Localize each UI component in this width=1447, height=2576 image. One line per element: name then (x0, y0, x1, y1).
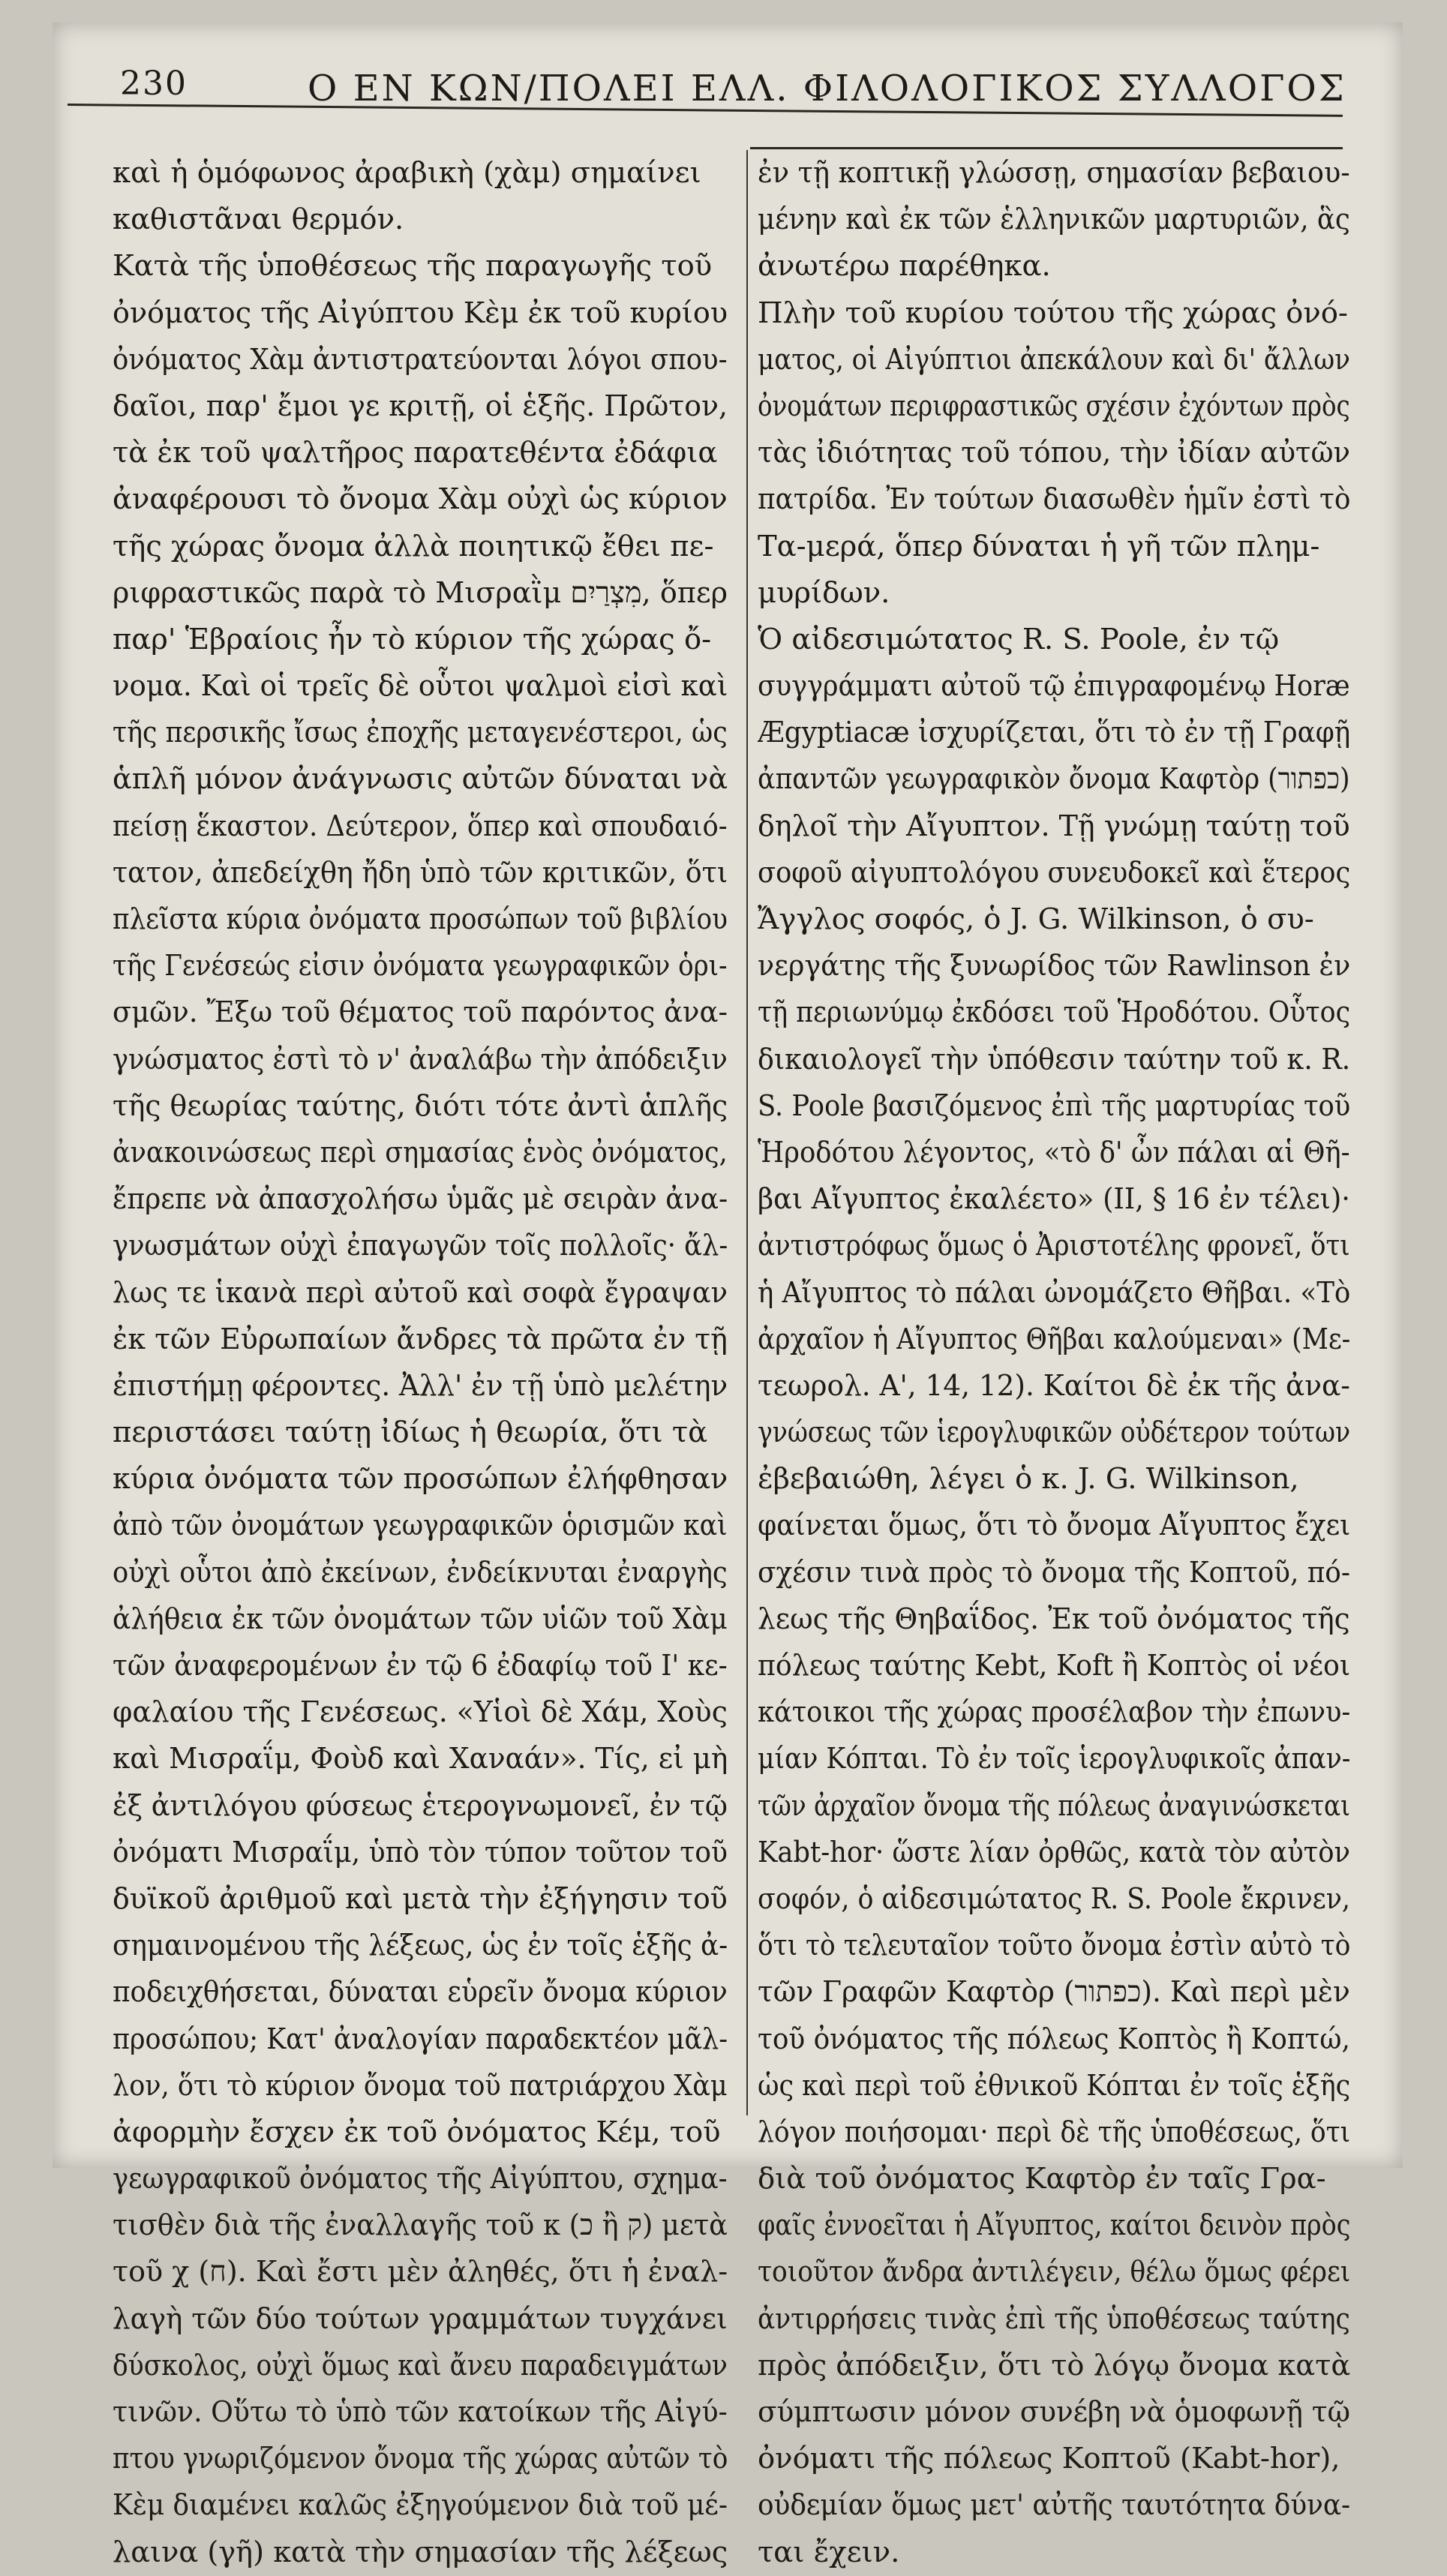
text-line: τοῦ χ (ח). Καὶ ἔστι μὲν ἀληθές, ὅτι ἡ ἐναλ- (113, 2255, 728, 2289)
text-line: γεωγραφικοῦ ὀνόματος τῆς Αἰγύπτου, σχημα- (113, 2162, 728, 2196)
text-line: ὀνόματος τῆς Αἰγύπτου Κὲμ ἐκ τοῦ κυρίου (113, 296, 728, 330)
text-line: ὀνόματος Χὰμ ἀντιστρατεύονται λόγοι σπου- (113, 342, 728, 377)
column-divider (746, 150, 748, 2115)
right-text-column (758, 150, 1350, 2576)
text-line: φαλαίου τῆς Γενέσεως. «Υἱοὶ δὲ Χάμ, Χοὺς (113, 1695, 728, 1730)
text-line: γνωσμάτων οὐχὶ ἐπαγωγῶν τοῖς πολλοῖς· ἄλ- (113, 1229, 728, 1263)
text-line: Ægyptiacæ ἰσχυρίζεται, ὅτι τὸ ἐν τῇ Γραφῇ (758, 716, 1350, 750)
text-line: οὐχὶ οὗτοι ἀπὸ ἐκείνων, ἐνδείκνυται ἐναργὴς (113, 1555, 728, 1590)
text-line: φαίνεται ὅμως, ὅτι τὸ ὄνομα Αἴγυπτος ἔχει (758, 1509, 1350, 1543)
text-line: ματος, οἱ Αἰγύπτιοι ἀπεκάλουν καὶ δι' ἄλλων (758, 342, 1350, 377)
text-line: λον, ὅτι τὸ κύριον ὄνομα τοῦ πατριάρχου Χὰμ (113, 2068, 728, 2103)
text-line: σημαινομένου τῆς λέξεως, ὡς ἐν τοῖς ἑξῆς ἀ- (113, 1929, 728, 1963)
text-line: τισθὲν διὰ τῆς ἐναλλαγῆς τοῦ κ (כ ἢ ק) μετὰ (113, 2208, 728, 2243)
text-line: τοῦ ὀνόματος τῆς πόλεως Κοπτὸς ἢ Κοπτώ, (758, 2022, 1350, 2056)
text-line: λεως τῆς Θηβαΐδος. Ἐκ τοῦ ὀνόματος τῆς (758, 1602, 1350, 1636)
text-line: πατρίδα. Ἐν τούτων διασωθὲν ἡμῖν ἐστὶ τὸ (758, 482, 1350, 517)
text-line: δηλοῖ τὴν Αἴγυπτον. Τῇ γνώμῃ ταύτῃ τοῦ (758, 809, 1350, 843)
text-line: πόλεως ταύτης Kebt, Koft ἢ Κοπτὸς οἱ νέοι (758, 1649, 1350, 1683)
text-line: κύρια ὀνόματα τῶν προσώπων ἐλήφθησαν (113, 1462, 728, 1497)
text-line: Ὁ αἰδεσιμώτατος R. S. Poole, ἐν τῷ (758, 622, 1280, 656)
text-line: οὐδεμίαν ὅμως μετ' αὐτῆς ταυτότητα δύνα- (758, 2488, 1350, 2523)
text-line: δαῖοι, παρ' ἔμοι γε κριτῇ, οἱ ἑξῆς. Πρῶτον, (113, 389, 728, 423)
text-line: ὡς καὶ περὶ τοῦ ἐθνικοῦ Κόπται ἐν τοῖς ἑξῆς (758, 2068, 1350, 2103)
text-line: τοιοῦτον ἄνδρα ἀντιλέγειν, θέλω ὅμως φέρει (758, 2255, 1350, 2289)
text-line: μένην καὶ ἐκ τῶν ἑλληνικῶν μαρτυριῶν, ἃς (758, 203, 1350, 237)
text-line: Κὲμ διαμένει καλῶς ἐξηγούμενον διὰ τοῦ μέ- (113, 2488, 728, 2523)
text-line: μυρίδων. (758, 575, 890, 610)
text-line: περιστάσει ταύτῃ ἰδίως ἡ θεωρία, ὅτι τὰ (113, 1416, 708, 1450)
text-line: τῇ περιωνύμῳ ἐκδόσει τοῦ Ἡροδότου. Οὗτος (758, 995, 1350, 1030)
text-line: ἀνακοινώσεως περὶ σημασίας ἑνὸς ὀνόματος, (113, 1135, 728, 1169)
text-line: τὰ ἐκ τοῦ ψαλτῆρος παρατεθέντα ἐδάφια (113, 436, 718, 470)
text-line: ἀφορμὴν ἔσχεν ἐκ τοῦ ὀνόματος Κέμ, τοῦ (113, 2115, 721, 2149)
text-line: ἀπαντῶν γεωγραφικὸν ὄνομα Καφτὸρ (כפתור) (758, 762, 1350, 797)
text-line: ται ἔχειν. (758, 2535, 900, 2569)
text-line: Τα-μερά, ὅπερ δύναται ἡ γῆ τῶν πλημ- (758, 529, 1320, 563)
text-line: διὰ τοῦ ὀνόματος Καφτὸρ ἐν ταῖς Γρα- (758, 2162, 1326, 2196)
text-line: τὰς ἰδιότητας τοῦ τόπου, τὴν ἰδίαν αὐτῶν (758, 436, 1350, 470)
text-line: δυϊκοῦ ἀριθμοῦ καὶ μετὰ τὴν ἐξήγησιν τοῦ (113, 1881, 728, 1916)
text-line: τῆς χώρας ὄνομα ἀλλὰ ποιητικῷ ἔθει πε- (113, 529, 714, 563)
text-line: ἁπλῆ μόνον ἀνάγνωσις αὐτῶν δύναται νὰ (113, 762, 728, 797)
text-line: σχέσιν τινὰ πρὸς τὸ ὄνομα τῆς Κοπτοῦ, πό- (758, 1555, 1350, 1590)
text-line: σμῶν. Ἔξω τοῦ θέματος τοῦ παρόντος ἀνα- (113, 995, 728, 1030)
text-line: Kabt-hor· ὥστε λίαν ὀρθῶς, κατὰ τὸν αὐτὸν (758, 1835, 1350, 1869)
text-line: ἀντιρρήσεις τινὰς ἐπὶ τῆς ὑποθέσεως ταύτης (758, 2301, 1350, 2336)
text-line: καὶ Μισραΐμ, Φοὺδ καὶ Χαναάν». Τίς, εἰ μὴ (113, 1742, 728, 1776)
page-number: 230 (120, 65, 188, 103)
text-line: ἀπὸ τῶν ὀνομάτων γεωγραφικῶν ὁρισμῶν καὶ (113, 1509, 728, 1543)
text-line: πρὸς ἀπόδειξιν, ὅτι τὸ λόγῳ ὄνομα κατὰ (758, 2348, 1350, 2382)
text-line: ἔπρεπε νὰ ἀπασχολήσω ὑμᾶς μὲ σειρὰν ἀνα- (113, 1182, 728, 1217)
text-line: σοφόν, ὁ αἰδεσιμώτατος R. S. Poole ἔκρινεν, (758, 1881, 1350, 1916)
text-line: νεργάτης τῆς ξυνωρίδος τῶν Rawlinson ἐν (758, 949, 1350, 983)
text-line: τῶν ἀρχαῖον ὄνομα τῆς πόλεως ἀναγινώσκεται (758, 1788, 1350, 1823)
text-line: ἐξ ἀντιλόγου φύσεως ἑτερογνωμονεῖ, ἐν τῷ (113, 1788, 728, 1823)
text-line: Πλὴν τοῦ κυρίου τούτου τῆς χώρας ὀνό- (758, 296, 1348, 330)
text-line: τεωρολ. Α', 14, 12). Καίτοι δὲ ἐκ τῆς ἀνα- (758, 1368, 1350, 1403)
text-line: τινῶν. Οὕτω τὸ ὑπὸ τῶν κατοίκων τῆς Αἰγύ- (113, 2395, 728, 2429)
text-line: παρ' Ἑβραίοις ἦν τὸ κύριον τῆς χώρας ὄ- (113, 622, 712, 656)
text-line: πλεῖστα κύρια ὀνόματα προσώπων τοῦ βιβλίου (113, 902, 728, 936)
text-line: νομα. Καὶ οἱ τρεῖς δὲ οὗτοι ψαλμοὶ εἰσὶ καὶ (113, 669, 728, 704)
text-line: S. Poole βασιζόμενος ἐπὶ τῆς μαρτυρίας τοῦ (758, 1088, 1350, 1123)
text-line: κάτοικοι τῆς χώρας προσέλαβον τὴν ἐπωνυ- (758, 1695, 1350, 1730)
text-line: τῶν Γραφῶν Καφτὸρ (כפתור). Καὶ περὶ μὲν (758, 1975, 1350, 2010)
text-line: ἀρχαῖον ἡ Αἴγυπτος Θῆβαι καλούμεναι» (Με- (758, 1322, 1350, 1356)
right-column-rule (750, 147, 1343, 149)
text-line: τῆς Γενέσεώς εἰσιν ὀνόματα γεωγραφικῶν ὁρι- (113, 949, 728, 983)
text-line: φαῖς ἐννοεῖται ἡ Αἴγυπτος, καίτοι δεινὸν πρὸς (758, 2208, 1350, 2243)
text-line: τῆς περσικῆς ἴσως ἐποχῆς μεταγενέστεροι, ὡς (113, 716, 728, 750)
text-line: τῆς θεωρίας ταύτης, διότι τότε ἀντὶ ἁπλῆς (113, 1088, 728, 1123)
left-text-column (113, 150, 728, 2576)
text-line: Κατὰ τῆς ὑποθέσεως τῆς παραγωγῆς τοῦ (113, 249, 713, 284)
text-line: τῶν ἀναφερομένων ἐν τῷ 6 ἐδαφίῳ τοῦ Ι' κε- (113, 1649, 728, 1683)
text-line: ὀνόματι Μισραΐμ, ὑπὸ τὸν τύπον τοῦτον τοῦ (113, 1835, 728, 1869)
text-line: ἐν τῇ κοπτικῇ γλώσσῃ, σημασίαν βεβαιου- (758, 156, 1350, 190)
text-line: τατον, ἀπεδείχθη ἤδη ὑπὸ τῶν κριτικῶν, ὅτι (113, 855, 728, 890)
text-line: πτου γνωριζόμενον ὄνομα τῆς χώρας αὐτῶν τὸ (113, 2442, 728, 2476)
text-line: ποδειχθήσεται, δύναται εὑρεῖν ὄνομα κύριον (113, 1975, 728, 2010)
text-line: δύσκολος, οὐχὶ ὅμως καὶ ἄνευ παραδειγμάτων (113, 2348, 728, 2382)
text-line: ἀλήθεια ἐκ τῶν ὀνομάτων τῶν υἱῶν τοῦ Χὰμ (113, 1602, 728, 1636)
text-line: ὅτι τὸ τελευταῖον τοῦτο ὄνομα ἐστὶν αὐτὸ τὸ (758, 1929, 1350, 1963)
text-line: ἐβεβαιώθη, λέγει ὁ κ. J. G. Wilkinson, (758, 1462, 1299, 1497)
text-line: γνώσεως τῶν ἱερογλυφικῶν οὐδέτερον τούτων (758, 1416, 1350, 1450)
text-line: γνώσματος ἐστὶ τὸ ν' ἀναλάβω τὴν ἀπόδειξιν (113, 1042, 728, 1076)
text-line: σοφοῦ αἰγυπτολόγου συνευδοκεῖ καὶ ἕτερος (758, 855, 1350, 890)
page-header (120, 59, 1395, 126)
text-line: Ἡροδότου λέγοντος, «τὸ δ' ὦν πάλαι αἱ Θῆ- (758, 1135, 1350, 1169)
text-line: ἡ Αἴγυπτος τὸ πάλαι ὠνομάζετο Θῆβαι. «Τὸ (758, 1275, 1350, 1310)
text-line: συγγράμματι αὐτοῦ τῷ ἐπιγραφομένῳ Horæ (758, 669, 1350, 704)
text-line: δικαιολογεῖ τὴν ὑπόθεσιν ταύτην τοῦ κ. R. (758, 1042, 1350, 1076)
text-line: καὶ ἡ ὁμόφωνος ἀραβικὴ (χὰμ) σημαίνει (113, 156, 701, 190)
text-line: λαινα (γῆ) κατὰ τὴν σημασίαν τῆς λέξεως (113, 2535, 728, 2569)
text-line: πείσῃ ἕκαστον. Δεύτερον, ὅπερ καὶ σπουδαιό- (113, 809, 728, 843)
text-line: ἀντιστρόφως ὅμως ὁ Ἀριστοτέλης φρονεῖ, ὅτι (758, 1229, 1350, 1263)
text-line: Ἄγγλος σοφός, ὁ J. G. Wilkinson, ὁ συ- (758, 902, 1314, 936)
text-line: ὀνόματι τῆς πόλεως Κοπτοῦ (Kabt-hor), (758, 2442, 1340, 2476)
running-title: Ο ΕΝ ΚΩΝ/ΠΟΛΕΙ ΕΛΛ. ΦΙΛΟΛΟΓΙΚΟΣ ΣΥΛΛΟΓΟΣ (308, 68, 1346, 110)
text-line: λως τε ἱκανὰ περὶ αὐτοῦ καὶ σοφὰ ἔγραψαν (113, 1275, 728, 1310)
text-line: ἀναφέρουσι τὸ ὄνομα Χὰμ οὐχὶ ὡς κύριον (113, 482, 728, 517)
text-line: λαγὴ τῶν δύο τούτων γραμμάτων τυγχάνει (113, 2301, 728, 2336)
text-line: προσώπου; Κατ' ἀναλογίαν παραδεκτέον μᾶλ- (113, 2022, 728, 2056)
text-line: ἐπιστήμῃ φέροντες. Ἀλλ' ἐν τῇ ὑπὸ μελέτην (113, 1368, 728, 1403)
text-line: ἐκ τῶν Εὐρωπαίων ἄνδρες τὰ πρῶτα ἐν τῇ (113, 1322, 728, 1356)
text-line: καθιστᾶναι θερμόν. (113, 203, 404, 237)
text-line: σύμπτωσιν μόνον συνέβη νὰ ὁμοφωνῇ τῷ (758, 2395, 1350, 2429)
text-line: ὀνομάτων περιφραστικῶς σχέσιν ἐχόντων πρὸς (758, 389, 1350, 423)
text-line: βαι Αἴγυπτος ἐκαλέετο» (II, § 16 ἐν τέλει)· (758, 1182, 1350, 1217)
text-line: ἀνωτέρω παρέθηκα. (758, 249, 1051, 284)
text-line: ριφραστικῶς παρὰ τὸ Μισραῒμ מִצְרַיִם, ὅπερ (113, 575, 728, 610)
text-line: λόγον ποιήσομαι· περὶ δὲ τῆς ὑποθέσεως, ὅτι (758, 2115, 1350, 2149)
text-line: μίαν Κόπται. Τὸ ἐν τοῖς ἱερογλυφικοῖς ἀπαν- (758, 1742, 1350, 1776)
